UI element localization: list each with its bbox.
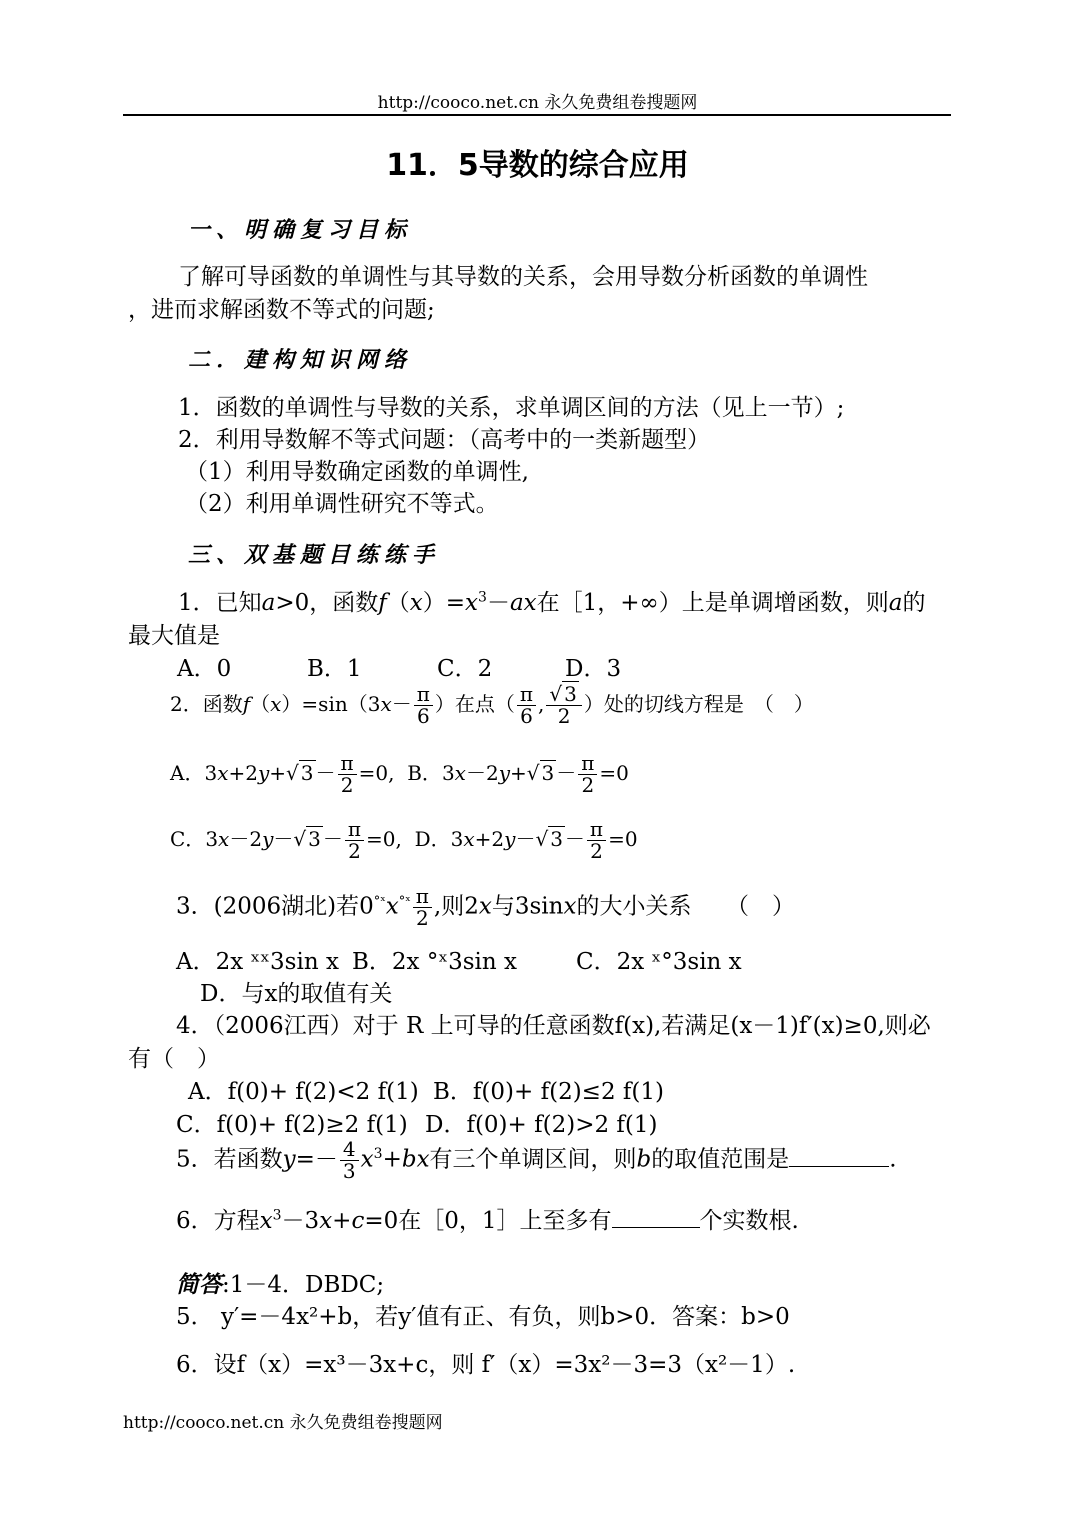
q4-option-d: D．f(0)+ f(2)>2 f(1): [425, 1112, 658, 1138]
section2-item4: （2）利用单调性研究不等式。: [185, 491, 499, 517]
q3-option-d: D．与x的取值有关: [200, 981, 393, 1007]
q2-options-ab: A．3x+2y+√ 3 － $\frac{\pi}{2}$ =0, B．3x－2y+√ 3 － $\frac{\pi}{2}$ =0: [170, 751, 629, 797]
q5-frac-4-3: $\frac{4}{3}$: [340, 1139, 359, 1182]
q3-frac-pi-2: $\frac{\pi}{2}$: [413, 886, 432, 929]
q2-frac-pi-6: $\frac{\pi}{6}$: [414, 684, 433, 727]
q2-options-cd: C．3x－2y－√ 3 － $\frac{\pi}{2}$ =0, D．3x+2y－√ 3 － $\frac{\pi}{2}$ =0: [170, 817, 638, 863]
page-footer: http://cooco.net.cn 永久免费组卷搜题网: [123, 1413, 443, 1433]
q1-option-b: B．1: [307, 656, 362, 682]
q4-option-a: A．f(0)+ f(2)<2 f(1): [188, 1079, 419, 1105]
section1-para-line1: 了解可导函数的单调性与其导数的关系，会用导数分析函数的单调性: [178, 264, 868, 290]
q1-line2: 最大值是: [128, 623, 220, 649]
q6-stem: 6．方程$x^3-3x+c=0$在［0，1］上至多有 个实数根.: [176, 1207, 799, 1234]
q6-answer-blank: [612, 1227, 700, 1228]
q2-frac-pi-6-point: $\frac{\pi}{6}$: [517, 684, 536, 727]
q4-line1: 4．（2006江西）对于 R 上可导的任意函数f(x),若满足(x－1)f′(x)≥0,则必: [176, 1013, 931, 1039]
q1-option-d: D．3: [565, 656, 622, 682]
q5-answer-blank: [789, 1166, 889, 1167]
q2-stem: 2．函数f（x）=sin（3x－ $\frac{\pi}{6}$ ）在点（ $\frac{\pi}{6}$ , $\frac{√ 3}{2}$ ）处的切线方程是 （ ）: [170, 682, 814, 728]
q1-option-c: C．2: [437, 656, 493, 682]
section2-item1: 1．函数的单调性与导数的关系，求单调区间的方法（见上一节）;: [178, 395, 845, 421]
q1-option-a: A．0: [177, 656, 232, 682]
q5-stem: 5．若函数y=－ $\frac{4}{3}$ $x^3+bx$有三个单调区间，则b的取值范围是 .: [176, 1137, 897, 1183]
header-rule: [123, 114, 951, 116]
section2-item2: 2．利用导数解不等式问题：（高考中的一类新题型）: [178, 427, 711, 453]
q4-line2: 有（ ）: [128, 1046, 220, 1072]
page-title: 11．5导数的综合应用: [386, 148, 689, 183]
page-header: http://cooco.net.cn 永久免费组卷搜题网: [377, 93, 698, 113]
section3-heading: 三、双基题目练练手: [188, 542, 441, 568]
q3-stem: 3．(2006湖北)若$0^{^\circ ˣ}x^{^\circ ˣ}$ $\frac{\pi}{2}$ ,则2x与3sinx的大小关系 （ ）: [176, 884, 795, 930]
section1-para-line2: ，进而求解函数不等式的问题;: [128, 297, 435, 323]
q4-option-b: B．f(0)+ f(2)≤2 f(1): [433, 1079, 664, 1105]
q2-frac-sqrt3-2: $\frac{√ 3}{2}$: [546, 684, 581, 727]
q3-option-b: B．2x °ˣ3sin x: [352, 949, 517, 975]
answers-line1: 简答:1－4．DBDC;: [176, 1271, 385, 1298]
answers-line2: 5． y′=－4x²+b，若y′值有正、有负，则b>0．答案：b>0: [176, 1304, 790, 1330]
answers-label: 简答: [176, 1271, 222, 1298]
section1-heading: 一、明确复习目标: [188, 217, 413, 243]
q1-line1: 1．已知a>0，函数$f(x)=x^3-ax$在［1，+∞）上是单调增函数，则a的: [178, 589, 926, 616]
q3-option-a: A．2x ˣˣ3sin x: [176, 949, 339, 975]
answers-line3: 6．设f（x）=x³－3x+c，则 f′（x）=3x²－3=3（x²－1）.: [176, 1352, 796, 1378]
section2-item3: （1）利用导数确定函数的单调性,: [185, 459, 529, 485]
q3-option-c: C．2x ˣ°3sin x: [576, 949, 742, 975]
q4-option-c: C．f(0)+ f(2)≥2 f(1): [176, 1112, 408, 1138]
section2-heading: 二．建构知识网络: [188, 347, 413, 373]
